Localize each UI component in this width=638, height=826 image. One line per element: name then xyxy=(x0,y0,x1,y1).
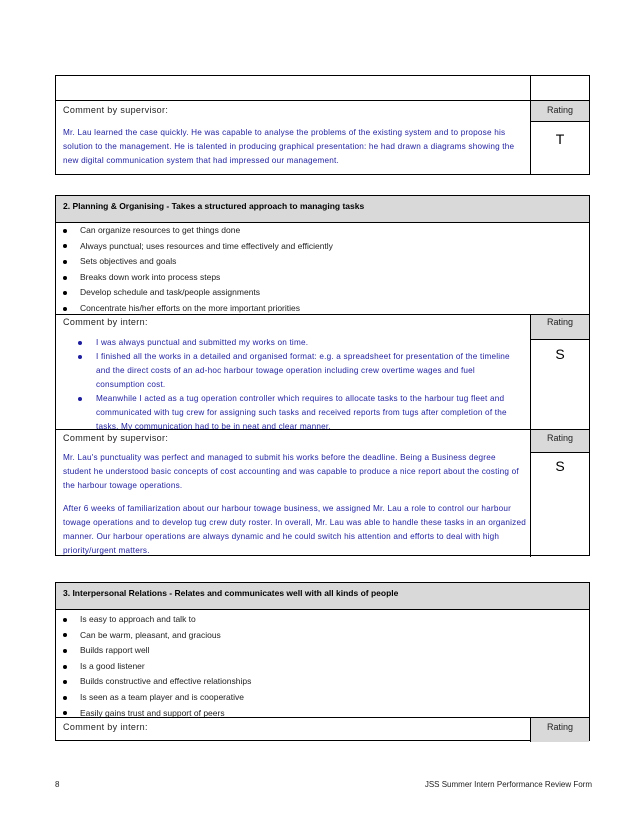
rating-label: Rating xyxy=(546,105,573,115)
rating-label: Rating xyxy=(546,433,573,443)
page-number: 8 xyxy=(55,780,60,789)
list-item: Sets objectives and goals xyxy=(63,254,333,270)
list-item: Is easy to approach and talk to xyxy=(63,612,251,628)
rating-label: Rating xyxy=(546,317,573,327)
list-item: Easily gains trust and support of peers xyxy=(63,706,251,722)
list-item: Breaks down work into process steps xyxy=(63,270,333,286)
supervisor-comment-text: Mr. Lau learned the case quickly. He was capable to analyse the problems of the existing system and to propose his solution to the management. He is talented in producing graphical presentation: he had drawn a diagrams showing the new digital communication system that had impressed our management. xyxy=(63,128,515,165)
intern-comment-label: Comment by intern: xyxy=(63,722,148,732)
list-item: Develop schedule and task/people assignments xyxy=(63,285,333,301)
rating-label: Rating xyxy=(546,722,573,732)
list-item: Meanwhile I acted as a tug operation controller which requires to allocate tasks to the harbour tug fleet and communicated with tug crew for assigning such tasks and received reports from tugs after completion of the tasks. My communication had to be in neat and clear manner. xyxy=(56,392,526,434)
criteria-list xyxy=(63,612,251,721)
supervisor-rating-value: S xyxy=(555,458,565,474)
planning-organising-table xyxy=(55,195,590,556)
list-item: Can organize resources to get things done xyxy=(63,223,333,239)
list-item: Always punctual; uses resources and time effectively and efficiently xyxy=(63,239,333,255)
list-item: Is a good listener xyxy=(63,659,251,675)
rating-value: T xyxy=(555,131,565,147)
section-title: 3. Interpersonal Relations - Relates and communicates well with all kinds of people xyxy=(63,588,399,598)
criteria-list xyxy=(63,223,333,317)
section-title: 2. Planning & Organising - Takes a structured approach to managing tasks xyxy=(63,201,365,211)
supervisor-comment-text xyxy=(63,451,526,558)
list-item: I finished all the works in a detailed and organised format: e.g. a spreadsheet for presentation of the timeline and the direct costs of an ad-hoc harbour towage operation including crew overtime wages and fuel consumption cost. xyxy=(56,350,526,392)
form-title: JSS Summer Intern Performance Review Form xyxy=(424,780,592,789)
list-item: Is seen as a team player and is cooperative xyxy=(63,690,251,706)
intern-comment-list xyxy=(56,336,526,434)
supervisor-comment-label: Comment by supervisor: xyxy=(63,433,169,443)
intern-comment-label: Comment by intern: xyxy=(63,317,148,327)
supervisor-paragraph-2: After 6 weeks of familiarization about our harbour towage business, we assigned Mr. Lau a role to control our harbour towage operations and to develop tug crew duty roster. In overall, Mr. Lau was able to handle these tasks in an organized manner. Our harbour operations are always dynamic and he could switch his attention and efforts to deal with high priority/urgent matters. xyxy=(63,504,526,555)
list-item: I was always punctual and submitted my works on time. xyxy=(56,336,526,350)
interpersonal-relations-table xyxy=(55,582,590,741)
supervisor-comment-table-1 xyxy=(55,75,590,175)
list-item: Can be warm, pleasant, and gracious xyxy=(63,628,251,644)
list-item: Builds constructive and effective relationships xyxy=(63,674,251,690)
list-item: Concentrate his/her efforts on the more important priorities xyxy=(63,301,333,317)
intern-rating-value: S xyxy=(555,346,565,362)
supervisor-paragraph-1: Mr. Lau's punctuality was perfect and managed to submit his works before the deadline. Being a Business degree student he understood basic concepts of cost accounting and was capable to produce a nice report about the costing of the harbour towage operations. xyxy=(63,453,519,490)
supervisor-comment-label: Comment by supervisor: xyxy=(63,105,169,115)
list-item: Builds rapport well xyxy=(63,643,251,659)
